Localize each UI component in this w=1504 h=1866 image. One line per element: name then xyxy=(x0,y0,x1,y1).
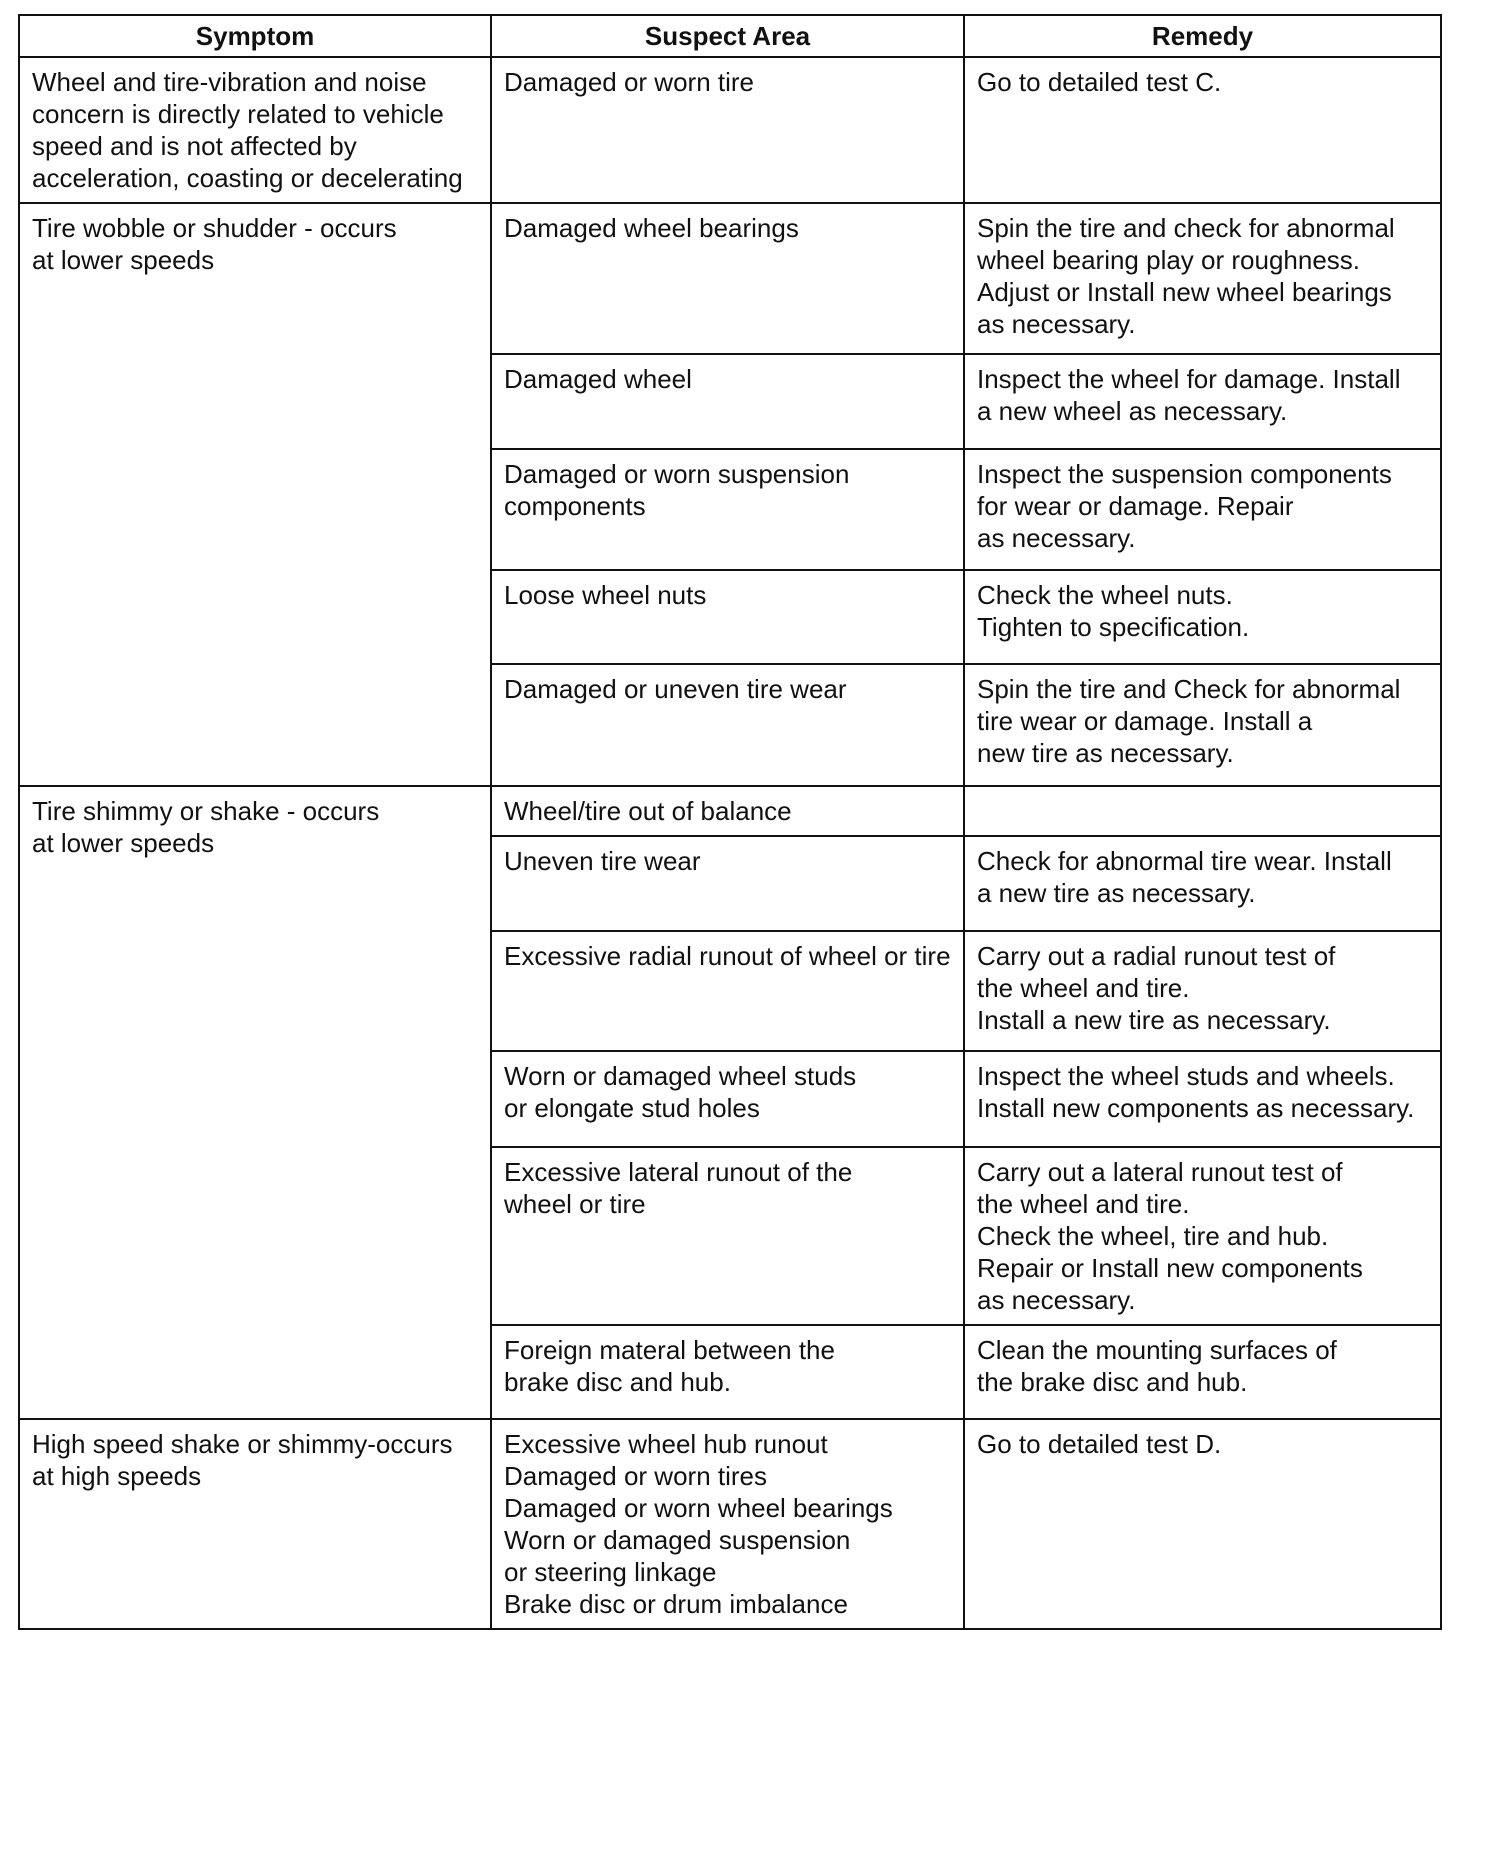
remedy-cell: Clean the mounting surfaces of the brake disc and hub. xyxy=(964,1325,1441,1419)
suspect-area-cell: Damaged or uneven tire wear xyxy=(491,664,964,786)
suspect-area-cell: Damaged wheel bearings xyxy=(491,203,964,354)
symptom-cell: Wheel and tire-vibration and noise concern is directly related to vehicle speed and is not affected by acceleration, coasting or decelerating xyxy=(19,57,491,203)
remedy-cell: Check the wheel nuts. Tighten to specification. xyxy=(964,570,1441,664)
suspect-area-cell: Foreign materal between the brake disc and hub. xyxy=(491,1325,964,1419)
remedy-cell: Go to detailed test C. xyxy=(964,57,1441,203)
suspect-area-cell: Damaged wheel xyxy=(491,354,964,449)
table-row xyxy=(19,786,1441,836)
header-row xyxy=(19,15,1441,57)
remedy-cell: Spin the tire and check for abnormal wheel bearing play or roughness. Adjust or Install new wheel bearings as necessary. xyxy=(964,203,1441,354)
remedy-cell: Check for abnormal tire wear. Install a new tire as necessary. xyxy=(964,836,1441,931)
table-row xyxy=(19,1419,1441,1629)
remedy-cell: Inspect the suspension components for wear or damage. Repair as necessary. xyxy=(964,449,1441,570)
suspect-area-header: Suspect Area xyxy=(491,15,964,57)
remedy-header: Remedy xyxy=(964,15,1441,57)
remedy-cell: Carry out a radial runout test of the wheel and tire. Install a new tire as necessary. xyxy=(964,931,1441,1051)
symptom-cell: Tire shimmy or shake - occurs at lower speeds xyxy=(19,786,491,1419)
suspect-area-cell: Loose wheel nuts xyxy=(491,570,964,664)
suspect-area-cell: Excessive radial runout of wheel or tire xyxy=(491,931,964,1051)
symptom-cell: Tire wobble or shudder - occurs at lower speeds xyxy=(19,203,491,786)
remedy-cell xyxy=(964,786,1441,836)
remedy-cell: Inspect the wheel for damage. Install a new wheel as necessary. xyxy=(964,354,1441,449)
suspect-area-cell: Damaged or worn tire xyxy=(491,57,964,203)
suspect-area-cell: Uneven tire wear xyxy=(491,836,964,931)
remedy-cell: Inspect the wheel studs and wheels. Install new components as necessary. xyxy=(964,1051,1441,1147)
suspect-area-cell: Excessive wheel hub runout Damaged or worn tires Damaged or worn wheel bearings Worn or damaged suspension or steering linkage Brake disc or drum imbalance xyxy=(491,1419,964,1629)
suspect-area-cell: Wheel/tire out of balance xyxy=(491,786,964,836)
suspect-area-cell: Excessive lateral runout of the wheel or tire xyxy=(491,1147,964,1325)
remedy-cell: Spin the tire and Check for abnormal tire wear or damage. Install a new tire as necessary. xyxy=(964,664,1441,786)
suspect-area-cell: Damaged or worn suspension components xyxy=(491,449,964,570)
suspect-area-cell: Worn or damaged wheel studs or elongate stud holes xyxy=(491,1051,964,1147)
remedy-cell: Go to detailed test D. xyxy=(964,1419,1441,1629)
diagnosis-table xyxy=(18,14,1442,1630)
remedy-cell: Carry out a lateral runout test of the wheel and tire. Check the wheel, tire and hub. Repair or Install new components as necessary. xyxy=(964,1147,1441,1325)
table-row xyxy=(19,57,1441,203)
symptom-header: Symptom xyxy=(19,15,491,57)
table-row xyxy=(19,203,1441,354)
symptom-cell: High speed shake or shimmy-occurs at high speeds xyxy=(19,1419,491,1629)
